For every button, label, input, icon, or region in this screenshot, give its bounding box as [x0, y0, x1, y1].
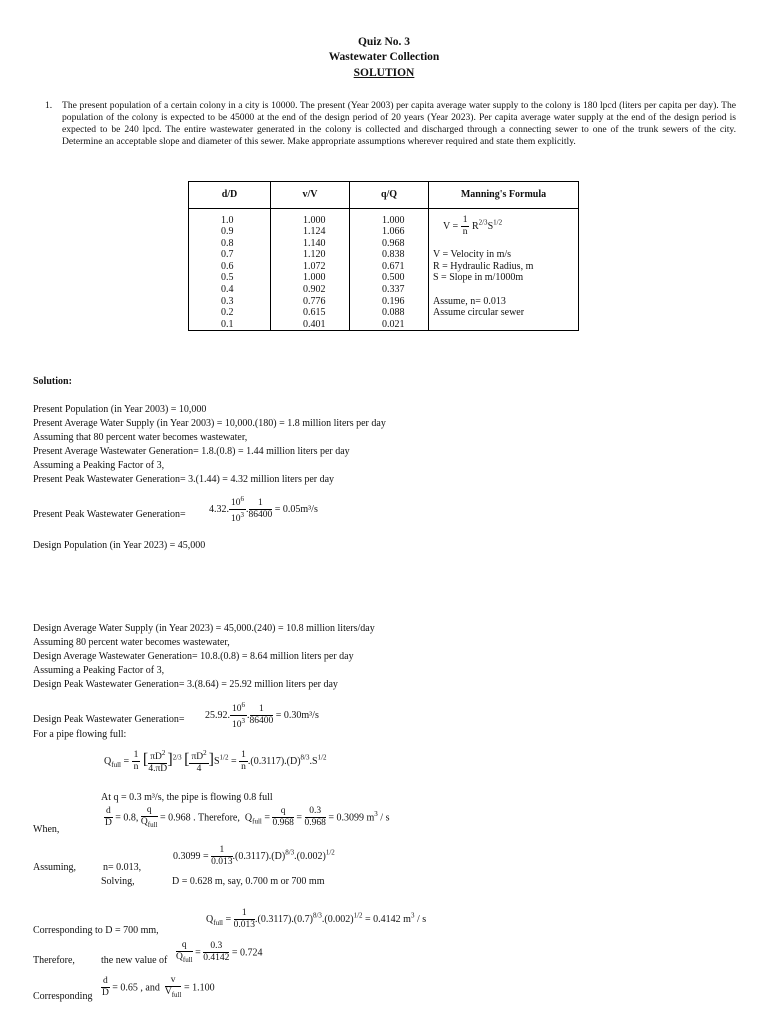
new-ratio-equation: $\frac{q}{Q_{full}}$ = $\frac{0.3}{0.4142}$ = 0.724 [176, 940, 263, 964]
table-row: 0.7 1.120 0.838 V = Velocity in m/s [189, 249, 579, 261]
qfull-700-equation: $Q_{full}$ = $\frac{1}{0.013}$ $.(0.3117).(0.7)^{8/3}.(0.002)^{1/2} = 0.4142$ $m^3$ / s [206, 908, 427, 930]
table-row: 0.3 0.776 0.196 Assume, n= 0.013 [189, 296, 579, 308]
table-row: 0.2 0.615 0.088 Assume circular sewer [189, 307, 579, 319]
ratio-equation: $\frac{d}{D}$ = 0.8, $\frac{q}{Q_{full}}$ = 0.968 . Therefore, $Q_{full}$ = $\frac{q}{0.968}$ = $\frac{0.3}{0.968}$ = 0.3099 $m^3$ / s [104, 805, 390, 829]
table-row: 0.4 0.902 0.337 [189, 284, 579, 296]
table-row: 1.0 1.000 1.000 V = $\frac{1}{n}$ $R^{2/3}S^{1/2}$ [189, 215, 579, 227]
table-row: 0.9 1.124 1.066 [189, 226, 579, 238]
velocity-ratio-equation: $\frac{d}{D}$ = 0.65 , and $\frac{v}{V_{full}}$ = 1.100 [101, 975, 215, 999]
table-row: 0.6 1.072 0.671 R = Hydraulic Radius, m [189, 261, 579, 273]
solution-heading: SOLUTION [353, 67, 415, 79]
table-header-dD: d/D [189, 182, 271, 209]
design-peak-equation: 25.92. $\frac{10^6}{10^3}$ . $\frac{1}{86400}$ = 0.30m³/s [205, 701, 319, 731]
design-peak-label: Design Peak Wastewater Generation= [33, 714, 185, 725]
qfull-equation: $Q_{full}$ = $\frac{1}{n}$ [ $\frac{\pi D^2}{4.\pi D}$ ]$^{2/3}$ [ $\frac{\pi D^2}{4}$ ]$S^{1/2}$ = $\frac{1}{n}$ $.(0.3117).(D)^{8/3}.S^{1/2}$ [104, 749, 327, 775]
solution-label: Solution: [33, 376, 72, 387]
present-peak-label: Present Peak Wastewater Generation= [33, 509, 186, 520]
course-title: Wastewater Collection [328, 51, 440, 63]
present-peak-equation: 4.32. $\frac{10^6}{10^3}$ . $\frac{1}{86400}$ = 0.05m³/s [209, 495, 318, 525]
table-header-manning: Manning's Formula [429, 182, 579, 209]
diameter-equation: 0.3099 = $\frac{1}{0.013}$ $.(0.3117).(D)^{8/3}.(0.002)^{1/2}$ [173, 845, 335, 867]
table-header-qQ: q/Q [350, 182, 429, 209]
manning-formula: V = $\frac{1}{n}$ $R^{2/3}S^{1/2}$ [429, 215, 579, 250]
question-number: 1. [45, 100, 53, 111]
table-row: 0.1 0.401 0.021 [189, 319, 579, 331]
table-header-vV: v/V [271, 182, 350, 209]
table-row: 0.8 1.140 0.968 [189, 238, 579, 250]
quiz-title: Quiz No. 3 [357, 36, 411, 48]
question-text: The present population of a certain colony in a city is 10000. The present (Year 2003) per capita average water supply to the colony is 180 lpcd (liters per capita per day). The population of the colony is expected to be 45000 at the end of the design period of 20 years (Year 2023). Per capita average water supply at the end of the design period is expected to be 240 lpcd. The entire wastewater generated in the colony is collected and discharged through a connecting sewer to one of the trunk sewers of the city. Determine an acceptable slope and diameter of this sewer. Make appropriate assumptions wherever required and state them explicitly. [62, 100, 736, 147]
table-row: 0.5 1.000 0.500 S = Slope in m/1000m [189, 272, 579, 284]
partial-flow-table [188, 181, 579, 331]
